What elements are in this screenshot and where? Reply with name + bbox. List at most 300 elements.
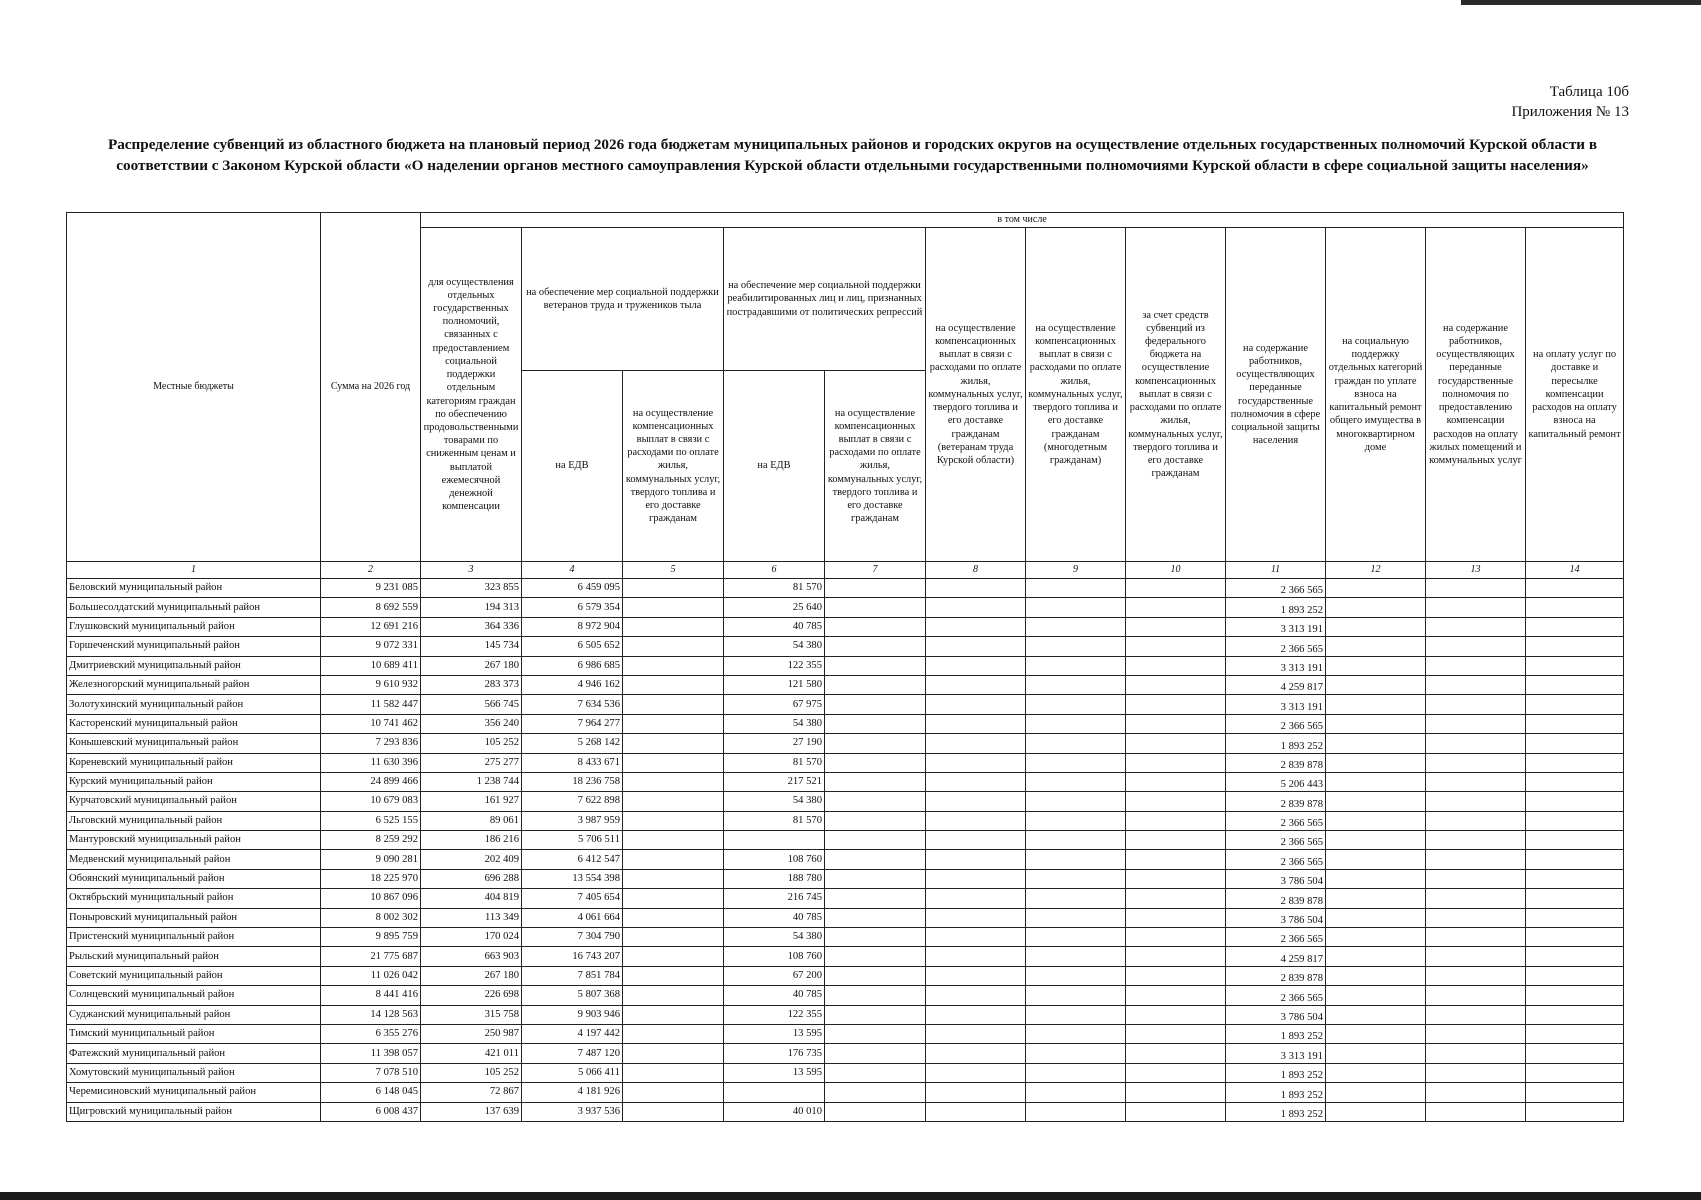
value-cell-col-4: 5 706 511: [522, 831, 623, 850]
value-cell-col-5: [623, 695, 724, 714]
value-cell-col-7: [825, 772, 926, 791]
value-cell-col-11: 4 259 817: [1226, 675, 1326, 694]
value-cell-col-7: [825, 1063, 926, 1082]
value-cell-col-5: [623, 1005, 724, 1024]
value-cell-col-2: 9 090 281: [321, 850, 421, 869]
value-cell-col-9: [1026, 598, 1126, 617]
value-cell-col-14: [1526, 928, 1624, 947]
value-cell-col-14: [1526, 850, 1624, 869]
value-cell-col-9: [1026, 850, 1126, 869]
subvention-table-wrap: [66, 212, 1624, 1122]
value-cell-col-5: [623, 869, 724, 888]
table-row: [67, 928, 1624, 947]
district-name: Льговский муниципальный район: [67, 811, 321, 830]
district-name: Октябрьский муниципальный район: [67, 889, 321, 908]
scan-bottom-edge: [0, 1192, 1701, 1200]
header-local-budgets: Местные бюджеты: [67, 213, 321, 562]
value-cell-col-6: [724, 831, 825, 850]
value-cell-col-9: [1026, 792, 1126, 811]
value-cell-col-13: [1426, 656, 1526, 675]
value-cell-col-7: [825, 966, 926, 985]
value-cell-col-14: [1526, 811, 1624, 830]
value-cell-col-5: [623, 947, 724, 966]
value-cell-col-2: 7 078 510: [321, 1063, 421, 1082]
value-cell-col-11: 3 786 504: [1226, 908, 1326, 927]
value-cell-col-3: 194 313: [421, 598, 522, 617]
value-cell-col-2: 11 582 447: [321, 695, 421, 714]
value-cell-col-11: 2 366 565: [1226, 714, 1326, 733]
value-cell-col-8: [926, 675, 1026, 694]
value-cell-col-4: 4 181 926: [522, 1083, 623, 1102]
value-cell-col-12: [1326, 1063, 1426, 1082]
value-cell-col-14: [1526, 753, 1624, 772]
district-name: Медвенский муниципальный район: [67, 850, 321, 869]
table-row: [67, 792, 1624, 811]
value-cell-col-6: 40 785: [724, 986, 825, 1005]
table-row: [67, 637, 1624, 656]
table-row: [67, 1005, 1624, 1024]
value-cell-col-4: 5 807 368: [522, 986, 623, 1005]
table-row: [67, 1044, 1624, 1063]
value-cell-col-2: 10 867 096: [321, 889, 421, 908]
value-cell-col-6: [724, 1083, 825, 1102]
table-row: [67, 947, 1624, 966]
column-number: 7: [825, 562, 926, 579]
value-cell-col-11: 3 313 191: [1226, 617, 1326, 636]
value-cell-col-9: [1026, 1024, 1126, 1043]
value-cell-col-13: [1426, 675, 1526, 694]
value-cell-col-10: [1126, 1102, 1226, 1121]
value-cell-col-12: [1326, 1044, 1426, 1063]
value-cell-col-12: [1326, 792, 1426, 811]
value-cell-col-2: 9 610 932: [321, 675, 421, 694]
table-body: [67, 579, 1624, 1122]
value-cell-col-8: [926, 753, 1026, 772]
value-cell-col-10: [1126, 869, 1226, 888]
value-cell-col-6: 121 580: [724, 675, 825, 694]
table-row: [67, 1083, 1624, 1102]
header-col-14: на оплату услуг по доставке и пересылке компенсации расходов на оплату взноса на капитальный ремонт: [1526, 228, 1624, 562]
header-repressed-group: на обеспечение мер социальной поддержки реабилитированных лиц и лиц, признанных пострадавшими от политических репрессий: [724, 228, 926, 371]
value-cell-col-4: 4 197 442: [522, 1024, 623, 1043]
value-cell-col-13: [1426, 1024, 1526, 1043]
value-cell-col-7: [825, 947, 926, 966]
value-cell-col-5: [623, 908, 724, 927]
value-cell-col-11: 4 259 817: [1226, 947, 1326, 966]
column-number: 5: [623, 562, 724, 579]
district-name: Пристенский муниципальный район: [67, 928, 321, 947]
value-cell-col-8: [926, 598, 1026, 617]
value-cell-col-2: 10 741 462: [321, 714, 421, 733]
value-cell-col-10: [1126, 1024, 1226, 1043]
value-cell-col-9: [1026, 714, 1126, 733]
district-name: Беловский муниципальный район: [67, 579, 321, 598]
value-cell-col-5: [623, 1024, 724, 1043]
value-cell-col-6: 25 640: [724, 598, 825, 617]
value-cell-col-9: [1026, 947, 1126, 966]
value-cell-col-9: [1026, 617, 1126, 636]
value-cell-col-3: 105 252: [421, 1063, 522, 1082]
value-cell-col-2: 6 355 276: [321, 1024, 421, 1043]
value-cell-col-6: 13 595: [724, 1063, 825, 1082]
value-cell-col-5: [623, 889, 724, 908]
value-cell-col-14: [1526, 831, 1624, 850]
table-row: [67, 772, 1624, 791]
value-cell-col-10: [1126, 753, 1226, 772]
value-cell-col-3: 323 855: [421, 579, 522, 598]
value-cell-col-10: [1126, 908, 1226, 927]
header-col-13: на содержание работников, осуществляющих переданные государственные полномочия по предоставлению компенсации расходов на оплату жилых помещений и коммунальных услуг: [1426, 228, 1526, 562]
value-cell-col-8: [926, 831, 1026, 850]
value-cell-col-14: [1526, 1044, 1624, 1063]
value-cell-col-4: 9 903 946: [522, 1005, 623, 1024]
value-cell-col-8: [926, 734, 1026, 753]
value-cell-col-7: [825, 869, 926, 888]
header-col-9: на осуществление компенсационных выплат в связи с расходами по оплате жилья, коммунальных услуг, твердого топлива и его доставке гражданам (многодетным гражданам): [1026, 228, 1126, 562]
value-cell-col-7: [825, 753, 926, 772]
value-cell-col-11: 1 893 252: [1226, 598, 1326, 617]
value-cell-col-5: [623, 928, 724, 947]
value-cell-col-10: [1126, 714, 1226, 733]
district-name: Рыльский муниципальный район: [67, 947, 321, 966]
value-cell-col-8: [926, 1063, 1026, 1082]
header-col-11: на содержание работников, осуществляющих переданные государственные полномочия в сфере социальной защиты населения: [1226, 228, 1326, 562]
subvention-table: [66, 212, 1624, 1122]
value-cell-col-7: [825, 695, 926, 714]
district-name: Золотухинский муниципальный район: [67, 695, 321, 714]
value-cell-col-11: 2 366 565: [1226, 928, 1326, 947]
value-cell-col-2: 12 691 216: [321, 617, 421, 636]
value-cell-col-13: [1426, 772, 1526, 791]
value-cell-col-9: [1026, 908, 1126, 927]
header-col-12: на социальную поддержку отдельных категорий граждан по уплате взноса на капитальный ремонт общего имущества в многоквартирном доме: [1326, 228, 1426, 562]
value-cell-col-3: 267 180: [421, 656, 522, 675]
district-name: Обоянский муниципальный район: [67, 869, 321, 888]
value-cell-col-2: 6 148 045: [321, 1083, 421, 1102]
value-cell-col-8: [926, 811, 1026, 830]
table-row: [67, 986, 1624, 1005]
value-cell-col-14: [1526, 675, 1624, 694]
value-cell-col-8: [926, 986, 1026, 1005]
value-cell-col-13: [1426, 1083, 1526, 1102]
value-cell-col-3: 421 011: [421, 1044, 522, 1063]
value-cell-col-13: [1426, 579, 1526, 598]
header-col-3: для осуществления отдельных государственных полномочий, связанных с предоставлением социальной поддержки отдельным категориям граждан по обеспечению продовольственными товарами по сниженным ценам и выплатой ежемесячной денежной компенсации: [421, 228, 522, 562]
value-cell-col-14: [1526, 869, 1624, 888]
value-cell-col-10: [1126, 734, 1226, 753]
value-cell-col-9: [1026, 579, 1126, 598]
value-cell-col-10: [1126, 675, 1226, 694]
value-cell-col-9: [1026, 869, 1126, 888]
table-row: [67, 714, 1624, 733]
district-name: Железногорский муниципальный район: [67, 675, 321, 694]
value-cell-col-6: 217 521: [724, 772, 825, 791]
value-cell-col-4: 5 066 411: [522, 1063, 623, 1082]
value-cell-col-2: 8 259 292: [321, 831, 421, 850]
value-cell-col-5: [623, 792, 724, 811]
value-cell-col-2: 10 689 411: [321, 656, 421, 675]
value-cell-col-7: [825, 1102, 926, 1121]
value-cell-col-4: 16 743 207: [522, 947, 623, 966]
value-cell-col-9: [1026, 1044, 1126, 1063]
value-cell-col-6: 40 010: [724, 1102, 825, 1121]
value-cell-col-8: [926, 1102, 1026, 1121]
value-cell-col-11: 1 893 252: [1226, 734, 1326, 753]
value-cell-col-12: [1326, 753, 1426, 772]
value-cell-col-4: 8 433 671: [522, 753, 623, 772]
table-row: [67, 598, 1624, 617]
value-cell-col-4: 8 972 904: [522, 617, 623, 636]
table-row: [67, 579, 1624, 598]
value-cell-col-4: 7 405 654: [522, 889, 623, 908]
value-cell-col-12: [1326, 1083, 1426, 1102]
value-cell-col-12: [1326, 831, 1426, 850]
district-name: Тимский муниципальный район: [67, 1024, 321, 1043]
value-cell-col-3: 283 373: [421, 675, 522, 694]
value-cell-col-9: [1026, 889, 1126, 908]
district-name: Суджанский муниципальный район: [67, 1005, 321, 1024]
column-number: 3: [421, 562, 522, 579]
value-cell-col-5: [623, 811, 724, 830]
value-cell-col-12: [1326, 1005, 1426, 1024]
table-row: [67, 1102, 1624, 1121]
district-name: Щигровский муниципальный район: [67, 1102, 321, 1121]
value-cell-col-6: 54 380: [724, 928, 825, 947]
district-name: Солнцевский муниципальный район: [67, 986, 321, 1005]
column-number: 12: [1326, 562, 1426, 579]
value-cell-col-5: [623, 1044, 724, 1063]
value-cell-col-12: [1326, 598, 1426, 617]
table-row: [67, 675, 1624, 694]
value-cell-col-5: [623, 850, 724, 869]
table-header: [67, 213, 1624, 579]
district-name: Курчатовский муниципальный район: [67, 792, 321, 811]
value-cell-col-8: [926, 947, 1026, 966]
value-cell-col-3: 137 639: [421, 1102, 522, 1121]
column-number: 11: [1226, 562, 1326, 579]
table-row: [67, 734, 1624, 753]
district-name: Мантуровский муниципальный район: [67, 831, 321, 850]
value-cell-col-3: 275 277: [421, 753, 522, 772]
value-cell-col-9: [1026, 695, 1126, 714]
district-name: Хомутовский муниципальный район: [67, 1063, 321, 1082]
value-cell-col-10: [1126, 579, 1226, 598]
value-cell-col-11: 5 206 443: [1226, 772, 1326, 791]
value-cell-col-5: [623, 1083, 724, 1102]
value-cell-col-7: [825, 986, 926, 1005]
value-cell-col-12: [1326, 772, 1426, 791]
value-cell-col-6: 108 760: [724, 947, 825, 966]
value-cell-col-11: 1 893 252: [1226, 1024, 1326, 1043]
value-cell-col-13: [1426, 714, 1526, 733]
value-cell-col-12: [1326, 714, 1426, 733]
value-cell-col-13: [1426, 986, 1526, 1005]
value-cell-col-10: [1126, 792, 1226, 811]
value-cell-col-14: [1526, 792, 1624, 811]
value-cell-col-10: [1126, 1063, 1226, 1082]
value-cell-col-12: [1326, 695, 1426, 714]
value-cell-col-4: 13 554 398: [522, 869, 623, 888]
value-cell-col-8: [926, 1044, 1026, 1063]
value-cell-col-13: [1426, 966, 1526, 985]
value-cell-col-8: [926, 617, 1026, 636]
value-cell-col-14: [1526, 908, 1624, 927]
value-cell-col-3: 226 698: [421, 986, 522, 1005]
district-name: Горшеченский муниципальный район: [67, 637, 321, 656]
value-cell-col-5: [623, 598, 724, 617]
value-cell-col-11: 3 786 504: [1226, 869, 1326, 888]
value-cell-col-5: [623, 1102, 724, 1121]
annex-reference: [1511, 82, 1629, 122]
value-cell-col-3: 186 216: [421, 831, 522, 850]
table-row: [67, 889, 1624, 908]
value-cell-col-10: [1126, 831, 1226, 850]
value-cell-col-8: [926, 714, 1026, 733]
value-cell-col-7: [825, 579, 926, 598]
value-cell-col-13: [1426, 753, 1526, 772]
value-cell-col-11: 2 366 565: [1226, 986, 1326, 1005]
value-cell-col-12: [1326, 1102, 1426, 1121]
value-cell-col-11: 1 893 252: [1226, 1063, 1326, 1082]
value-cell-col-2: 9 231 085: [321, 579, 421, 598]
value-cell-col-3: 696 288: [421, 869, 522, 888]
value-cell-col-3: 202 409: [421, 850, 522, 869]
value-cell-col-5: [623, 656, 724, 675]
scan-edge-mark: [1461, 0, 1701, 5]
value-cell-col-3: 161 927: [421, 792, 522, 811]
value-cell-col-6: 122 355: [724, 1005, 825, 1024]
table-row: [67, 811, 1624, 830]
value-cell-col-13: [1426, 637, 1526, 656]
value-cell-col-8: [926, 772, 1026, 791]
value-cell-col-5: [623, 637, 724, 656]
value-cell-col-12: [1326, 928, 1426, 947]
table-row: [67, 695, 1624, 714]
value-cell-col-13: [1426, 947, 1526, 966]
value-cell-col-4: 4 061 664: [522, 908, 623, 927]
value-cell-col-11: 3 313 191: [1226, 695, 1326, 714]
value-cell-col-7: [825, 889, 926, 908]
header-including: в том числе: [421, 213, 1624, 228]
value-cell-col-4: 6 986 685: [522, 656, 623, 675]
value-cell-col-7: [825, 811, 926, 830]
value-cell-col-6: 108 760: [724, 850, 825, 869]
value-cell-col-8: [926, 889, 1026, 908]
value-cell-col-9: [1026, 966, 1126, 985]
value-cell-col-4: 6 412 547: [522, 850, 623, 869]
value-cell-col-6: 188 780: [724, 869, 825, 888]
value-cell-col-13: [1426, 598, 1526, 617]
value-cell-col-8: [926, 792, 1026, 811]
value-cell-col-8: [926, 908, 1026, 927]
value-cell-col-13: [1426, 1063, 1526, 1082]
value-cell-col-4: 7 487 120: [522, 1044, 623, 1063]
value-cell-col-2: 6 008 437: [321, 1102, 421, 1121]
district-name: Курский муниципальный район: [67, 772, 321, 791]
header-sum-2026: Сумма на 2026 год: [321, 213, 421, 562]
value-cell-col-12: [1326, 579, 1426, 598]
value-cell-col-12: [1326, 811, 1426, 830]
value-cell-col-9: [1026, 928, 1126, 947]
value-cell-col-14: [1526, 1083, 1624, 1102]
value-cell-col-13: [1426, 1102, 1526, 1121]
value-cell-col-12: [1326, 908, 1426, 927]
value-cell-col-14: [1526, 889, 1624, 908]
value-cell-col-6: 54 380: [724, 792, 825, 811]
value-cell-col-6: 81 570: [724, 811, 825, 830]
value-cell-col-7: [825, 656, 926, 675]
table-row: [67, 1063, 1624, 1082]
value-cell-col-5: [623, 734, 724, 753]
value-cell-col-12: [1326, 850, 1426, 869]
value-cell-col-4: 7 622 898: [522, 792, 623, 811]
value-cell-col-3: 267 180: [421, 966, 522, 985]
table-row: [67, 831, 1624, 850]
value-cell-col-10: [1126, 695, 1226, 714]
table-row: [67, 869, 1624, 888]
value-cell-col-5: [623, 966, 724, 985]
value-cell-col-12: [1326, 889, 1426, 908]
header-col-4: на ЕДВ: [522, 371, 623, 562]
value-cell-col-9: [1026, 831, 1126, 850]
value-cell-col-12: [1326, 617, 1426, 636]
value-cell-col-10: [1126, 986, 1226, 1005]
value-cell-col-4: 6 505 652: [522, 637, 623, 656]
value-cell-col-11: 3 313 191: [1226, 1044, 1326, 1063]
value-cell-col-13: [1426, 928, 1526, 947]
value-cell-col-10: [1126, 850, 1226, 869]
value-cell-col-8: [926, 637, 1026, 656]
district-name: Глушковский муниципальный район: [67, 617, 321, 636]
value-cell-col-14: [1526, 714, 1624, 733]
value-cell-col-7: [825, 928, 926, 947]
value-cell-col-4: 7 304 790: [522, 928, 623, 947]
value-cell-col-14: [1526, 1063, 1624, 1082]
table-row: [67, 753, 1624, 772]
header-col-10: за счет средств субвенций из федерального бюджета на осуществление компенсационных выплат в связи с расходами по оплате жилья, коммунальных услуг, твердого топлива и его доставке гражданам: [1126, 228, 1226, 562]
value-cell-col-14: [1526, 579, 1624, 598]
value-cell-col-11: 2 839 878: [1226, 889, 1326, 908]
value-cell-col-13: [1426, 908, 1526, 927]
value-cell-col-14: [1526, 1024, 1624, 1043]
column-number: 1: [67, 562, 321, 579]
value-cell-col-3: 105 252: [421, 734, 522, 753]
value-cell-col-12: [1326, 966, 1426, 985]
value-cell-col-3: 145 734: [421, 637, 522, 656]
value-cell-col-4: 7 634 536: [522, 695, 623, 714]
value-cell-col-8: [926, 579, 1026, 598]
document-title: Распределение субвенций из областного бюджета на плановый период 2026 года бюджетам муниципальных районов и городских округов на осуществление отдельных государственных полномочий Курской области в соответствии с Законом Курской области «О наделении органов местного самоуправления Курской области отдельными государственными полномочиями Курской области в сфере социальной защиты населения»: [107, 136, 1598, 174]
value-cell-col-7: [825, 675, 926, 694]
value-cell-col-7: [825, 908, 926, 927]
value-cell-col-9: [1026, 772, 1126, 791]
value-cell-col-10: [1126, 617, 1226, 636]
value-cell-col-2: 8 692 559: [321, 598, 421, 617]
value-cell-col-2: 8 441 416: [321, 986, 421, 1005]
value-cell-col-3: 1 238 744: [421, 772, 522, 791]
column-number: 13: [1426, 562, 1526, 579]
value-cell-col-7: [825, 617, 926, 636]
value-cell-col-5: [623, 675, 724, 694]
value-cell-col-10: [1126, 811, 1226, 830]
value-cell-col-14: [1526, 734, 1624, 753]
district-name: Поныровский муниципальный район: [67, 908, 321, 927]
value-cell-col-11: 2 366 565: [1226, 579, 1326, 598]
appendix-number: Приложения № 13: [1511, 104, 1629, 120]
value-cell-col-2: 7 293 836: [321, 734, 421, 753]
value-cell-col-8: [926, 1005, 1026, 1024]
district-name: Кореневский муниципальный район: [67, 753, 321, 772]
